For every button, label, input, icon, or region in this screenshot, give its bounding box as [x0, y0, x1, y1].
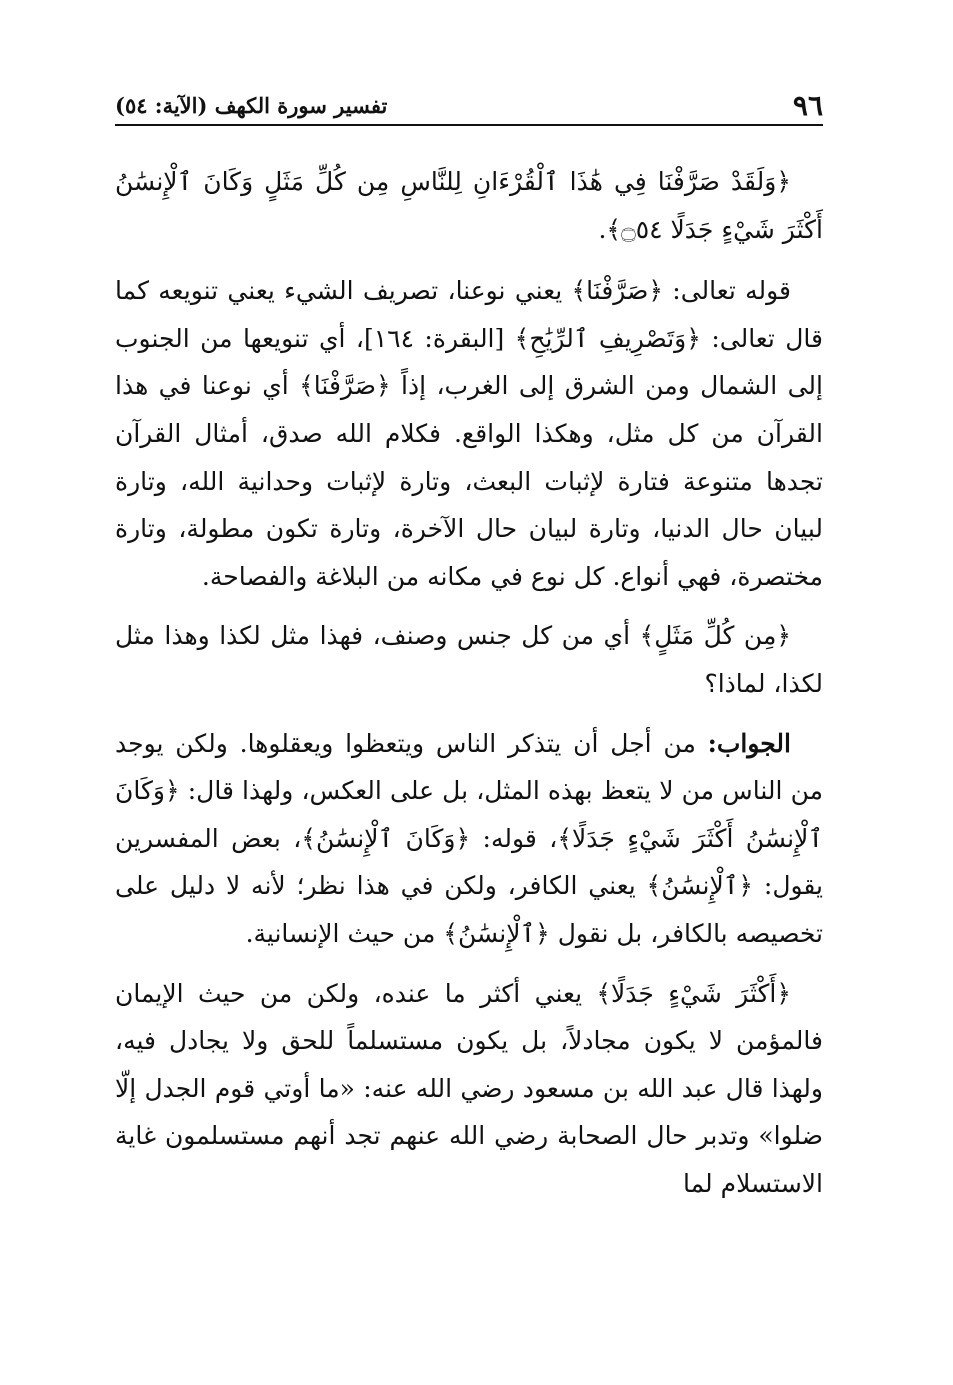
answer-label: الجواب:	[707, 728, 791, 758]
paragraph-text: من أجل أن يتذكر الناس ويتعظوا ويعقلوها. ولكن يوجد من الناس من لا يتعظ بهذه المثل، بل على العكس، ولهذا قال: ﴿وَكَانَ ٱلْإِنسَٰنُ أَكْثَرَ شَيْءٍ جَدَلًا﴾، قوله: ﴿وَكَانَ ٱلْإِنسَٰنُ﴾، بعض المفسرين يقول: ﴿ٱلْإِنسَٰنُ﴾ يعني الكافر، ولكن في هذا نظر؛ لأنه لا دليل على تخصيصه بالكافر، بل نقول ﴿ٱلْإِنسَٰنُ﴾ من حيث الإنسانية.	[115, 728, 823, 948]
page-header	[115, 86, 823, 122]
paragraph	[115, 612, 823, 707]
page-number: ٩٦	[792, 89, 823, 122]
paragraph	[115, 720, 823, 958]
paragraph	[115, 267, 823, 600]
paragraph-text: ﴿مِن كُلِّ مَثَلٍ﴾ أي من كل جنس وصنف، فهذا مثل لكذا وهذا مثل لكذا، لماذا؟	[115, 621, 823, 698]
paragraph-text: ﴿أَكْثَرَ شَيْءٍ جَدَلًا﴾ يعني أكثر ما عنده، ولكن من حيث الإيمان فالمؤمن لا يكون مجادلاً، بل يكون مستسلماً للحق ولا يجادل فيه، ولهذا قال عبد الله بن مسعود رضي الله عنه: «ما أوتي قوم الجدل إلّا ضلوا» وتدبر حال الصحابة رضي الله عنهم تجد أنهم مستسلمون غاية الاستسلام لما	[115, 978, 823, 1198]
paragraph-text: قوله تعالى: ﴿صَرَّفْنَا﴾ يعني نوعنا، تصريف الشيء يعني تنويعه كما قال تعالى: ﴿وَتَصْرِيفِ ٱلرِّيَٰحِ﴾ [البقرة: ١٦٤]، أي تنويعها من الجنوب إلى الشمال ومن الشرق إلى الغرب، إذاً ﴿صَرَّفْنَا﴾ أي نوعنا في هذا القرآن من كل مثل، وهكذا الواقع. فكلام الله صدق، أمثال القرآن تجدها متنوعة فتارة لإثبات البعث، وتارة لإثبات وحدانية الله، وتارة لبيان حال الدنيا، وتارة لبيان حال الآخرة، وتارة تكون مطولة، وتارة مختصرة، فهي أنواع. كل نوع في مكانه من البلاغة والفصاحة.	[115, 276, 823, 591]
header-divider	[115, 124, 823, 126]
paragraph	[115, 970, 823, 1208]
running-title: تفسير سورة الكهف (الآية: ٥٤)	[115, 93, 388, 118]
quran-verse: ﴿وَلَقَدْ صَرَّفْنَا فِي هَٰذَا ٱلْقُرْءَانِ لِلنَّاسِ مِن كُلِّ مَثَلٍ وَكَانَ ٱلْإِنسَٰنُ أَكْثَرَ شَيْءٍ جَدَلًا ۝٥٤﴾.	[115, 167, 823, 244]
page-body	[115, 158, 823, 1207]
